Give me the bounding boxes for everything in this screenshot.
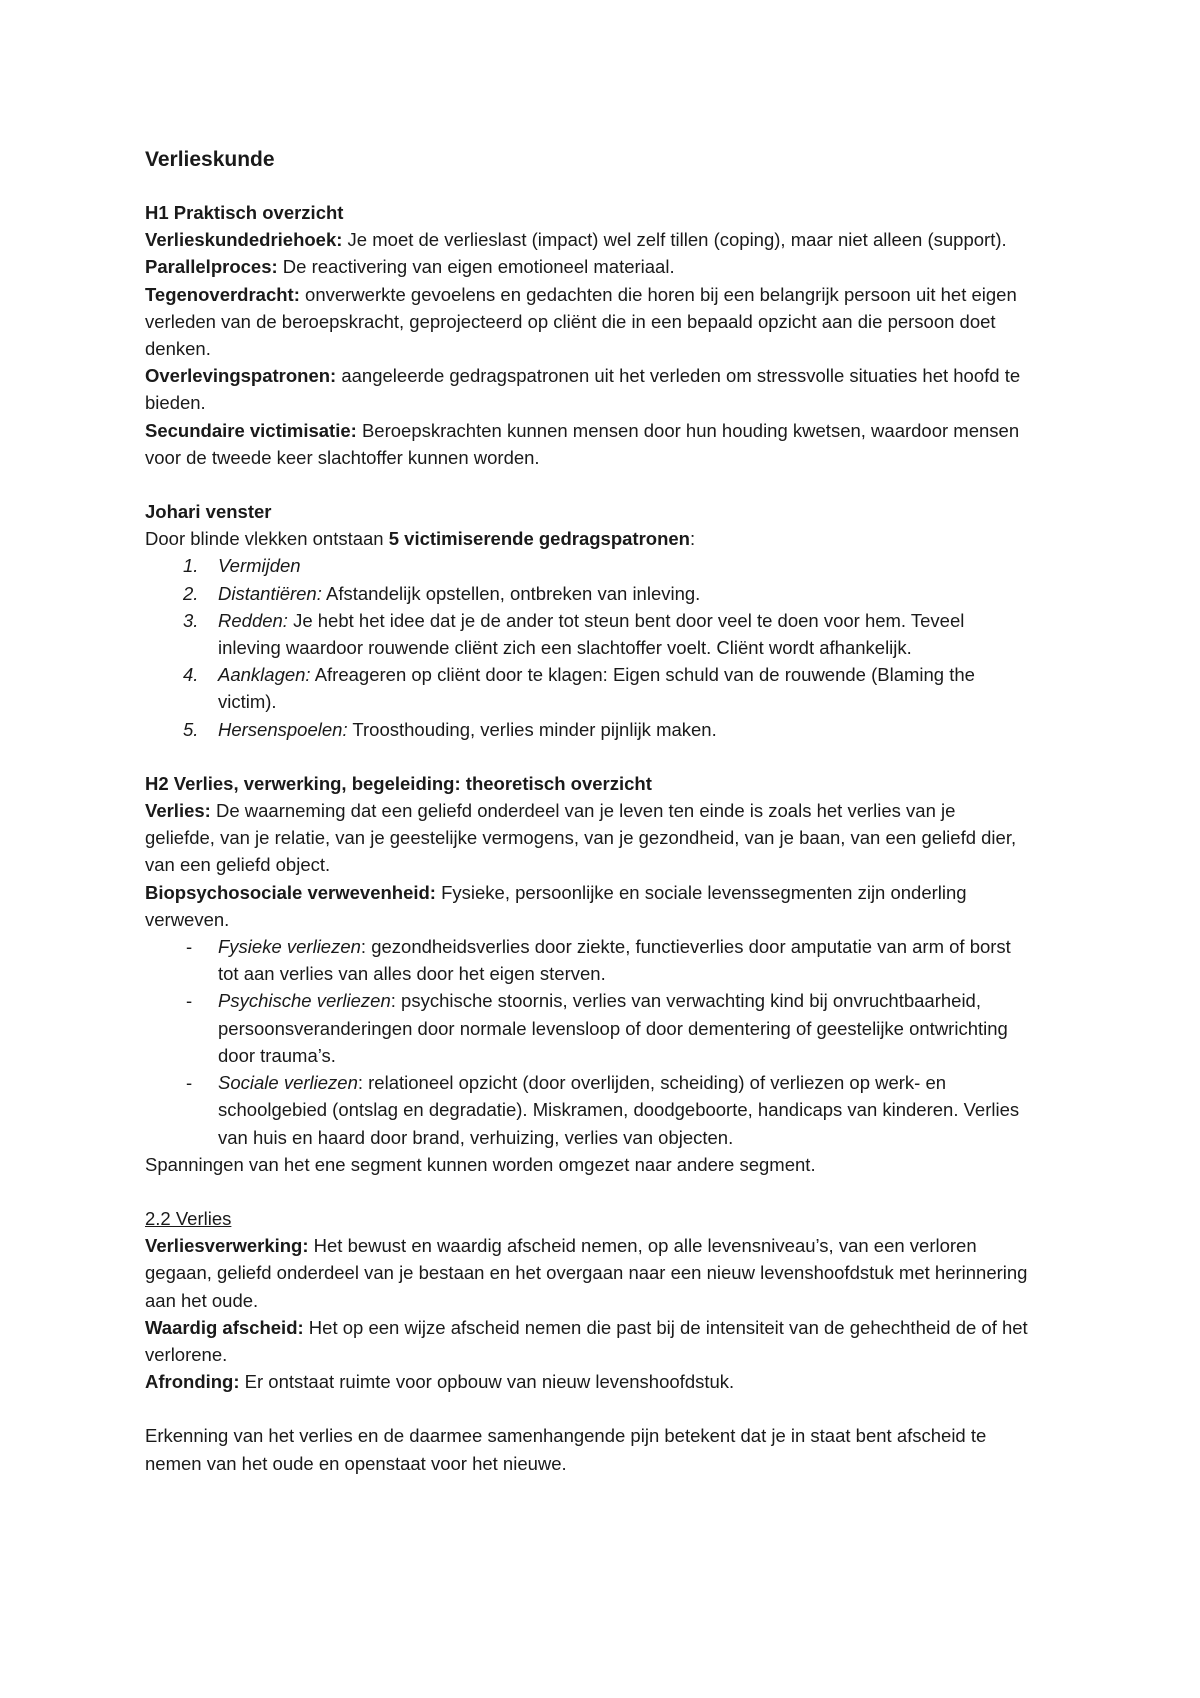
- list-item: [145, 552, 1030, 579]
- loss-type-list: [145, 933, 1030, 1151]
- list-item-term: Redden:: [218, 609, 288, 631]
- document-title: Verlieskunde: [145, 148, 275, 171]
- list-item-text: : relationeel opzicht (door overlijden, scheiding) of verliezen op werk- en schoolgebied (ontslag en degradatie). Miskramen, doodgeboorte, handicaps van kinderen. Verlies van huis en haard door brand, verhuizing, verlies van objecten.: [218, 1072, 1020, 1148]
- definition-term: Verlies:: [145, 800, 211, 822]
- definition-term: Parallelproces:: [145, 256, 278, 278]
- list-item-text: Afstandelijk opstellen, ontbreken van inleving.: [321, 582, 701, 604]
- definition-entry: [145, 281, 1030, 363]
- list-item-term: Aanklagen:: [218, 664, 311, 686]
- definition-entry: [145, 1368, 1030, 1395]
- list-item-text: Je hebt het idee dat je de ander tot steun bent door veel te doen voor hem. Teveel inleving waardoor rouwende cliënt zich een slachtoffer voelt. Cliënt wordt afhankelijk.: [218, 609, 965, 659]
- definition-term: Tegenoverdracht:: [145, 283, 300, 305]
- body-paragraph: Erkenning van het verlies en de daarmee samenhangende pijn betekent dat je in staat bent afscheid te nemen van het oude en openstaat voor het nieuwe.: [145, 1425, 987, 1474]
- list-number: 2.: [183, 582, 199, 604]
- list-number: 5.: [183, 718, 199, 740]
- section-heading-h1: H1 Praktisch overzicht: [145, 202, 344, 223]
- definition-term: Overlevingspatronen:: [145, 365, 337, 387]
- list-dash: -: [186, 1072, 193, 1094]
- definition-term: Verlieskundedriehoek:: [145, 229, 343, 251]
- definition-entry: [145, 226, 1030, 253]
- section-heading-johari: Johari venster: [145, 501, 272, 523]
- definition-text: Beroepskrachten kunnen mensen door hun houding kwetsen, waardoor mensen voor de tweede keer slachtoffer kunnen worden.: [145, 419, 1020, 468]
- list-item: [145, 661, 1030, 715]
- definition-text: De reactivering van eigen emotioneel materiaal.: [277, 256, 675, 278]
- list-dash: -: [186, 990, 193, 1012]
- list-item-term: Vermijden: [218, 555, 301, 577]
- definition-text: Je moet de verlieslast (impact) wel zelf tillen (coping), maar niet alleen (support).: [342, 229, 1007, 251]
- definition-text: onverwerkte gevoelens en gedachten die horen bij een belangrijk persoon uit het eigen verleden van de beroepskracht, geprojecteerd op cliënt die in een bepaald opzicht aan die persoon doet denken.: [145, 283, 1017, 360]
- johari-intro: [145, 525, 1030, 552]
- list-item-text: Troosthouding, verlies minder pijnlijk maken.: [347, 718, 717, 740]
- list-item-term: Sociale verliezen: [218, 1072, 358, 1094]
- definition-text: Fysieke, persoonlijke en sociale levenssegmenten zijn onderling verweven.: [145, 881, 967, 930]
- definition-text: aangeleerde gedragspatronen uit het verleden om stressvolle situaties het hoofd te bieden.: [145, 365, 1021, 414]
- victimisation-pattern-list: [145, 552, 1030, 742]
- definition-entry: [145, 1232, 1030, 1314]
- list-number: 4.: [183, 664, 199, 686]
- definition-text: Het bewust en waardig afscheid nemen, op alle levensniveau’s, van een verloren gegaan, geliefd onderdeel van je bestaan en het overgaan naar een nieuw levenshoofdstuk met herinnering aan het oude.: [145, 1235, 1028, 1311]
- list-item-text: Afreageren op cliënt door te klagen: Eigen schuld van de rouwende (Blaming the victim).: [218, 664, 975, 713]
- definition-entry: [145, 797, 1030, 879]
- definition-text: De waarneming dat een geliefd onderdeel van je leven ten einde is zoals het verlies van je geliefde, van je relatie, van je geestelijke vermogens, van je gezondheid, van je baan, van een geliefd dier, van een geliefd object.: [145, 800, 1017, 876]
- subsection-heading-2-2: 2.2 Verlies: [145, 1207, 232, 1229]
- definition-entry: [145, 253, 1030, 280]
- paragraph-gap: [145, 1395, 1030, 1422]
- definition-term: Secundaire victimisatie:: [145, 419, 357, 441]
- list-item-term: Fysieke verliezen: [218, 936, 361, 958]
- definition-entry: [145, 417, 1030, 471]
- paragraph-gap: [145, 1178, 1030, 1205]
- list-item: [145, 987, 1030, 1069]
- list-item: [145, 716, 1030, 743]
- definition-entry: [145, 362, 1030, 416]
- body-paragraph: Spanningen van het ene segment kunnen worden omgezet naar andere segment.: [145, 1153, 816, 1175]
- paragraph-gap: [145, 471, 1030, 498]
- list-number: 1.: [183, 555, 199, 577]
- list-item: [145, 1069, 1030, 1151]
- johari-intro-text: Door blinde vlekken ontstaan: [145, 528, 389, 550]
- section-heading-h2: H2 Verlies, verwerking, begeleiding: theoretisch overzicht: [145, 772, 652, 794]
- definition-term: Waardig afscheid:: [145, 1316, 304, 1338]
- list-item-text: : gezondheidsverlies door ziekte, functieverlies door amputatie van arm of borst tot aan verlies van alles door het eigen sterven.: [218, 936, 1011, 985]
- list-item-term: Hersenspoelen:: [218, 718, 348, 740]
- list-item-term: Distantiëren:: [218, 582, 322, 604]
- list-item-text: : psychische stoornis, verlies van verwachting kind bij onvruchtbaarheid, persoonsveranderingen door normale levensloop of door dementering of geestelijke ontwrichting door trauma’s.: [218, 990, 1008, 1066]
- list-item: [145, 580, 1030, 607]
- definition-text: Het op een wijze afscheid nemen die past bij de intensiteit van de gehechtheid de of het verlorene.: [145, 1316, 1028, 1365]
- definition-term: Afronding:: [145, 1371, 240, 1393]
- list-item: [145, 607, 1030, 661]
- list-item-term: Psychische verliezen: [218, 990, 391, 1012]
- johari-intro-bold: 5 victimiserende gedragspatronen: [388, 528, 690, 550]
- list-item: [145, 933, 1030, 987]
- list-dash: -: [186, 936, 193, 958]
- paragraph-gap: [145, 743, 1030, 770]
- definition-term: Biopsychosociale verwevenheid:: [145, 881, 436, 903]
- definition-entry: [145, 1314, 1030, 1368]
- johari-intro-colon: :: [689, 528, 696, 550]
- definition-term: Verliesverwerking:: [145, 1235, 309, 1257]
- definition-text: Er ontstaat ruimte voor opbouw van nieuw levenshoofdstuk.: [239, 1371, 735, 1393]
- definition-entry: [145, 879, 1030, 933]
- list-number: 3.: [183, 609, 199, 631]
